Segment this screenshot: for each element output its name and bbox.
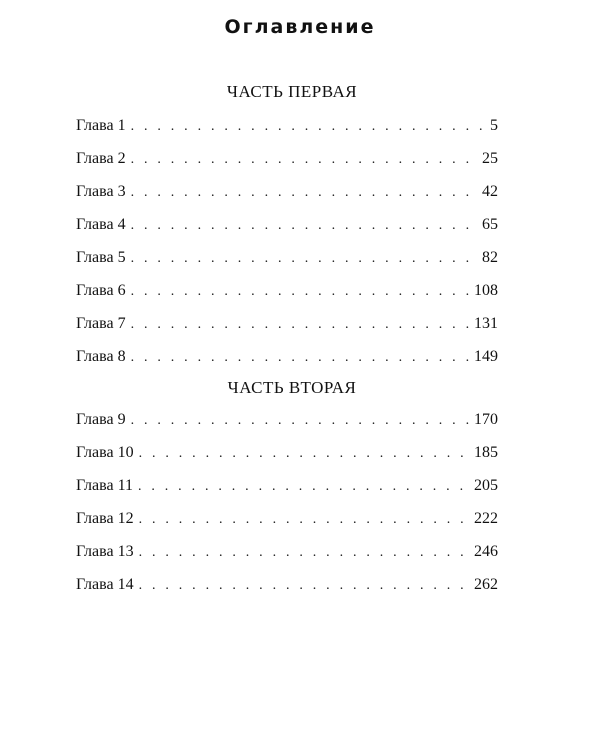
- page-number: 5: [490, 117, 498, 134]
- page-number: 42: [482, 183, 498, 200]
- dot-leader: [131, 410, 470, 432]
- chapter-label: Глава 10: [76, 444, 134, 461]
- page-number: 185: [474, 444, 498, 461]
- dot-leader: [131, 182, 478, 204]
- dot-leader: [139, 575, 470, 597]
- chapter-label: Глава 7: [76, 315, 126, 332]
- chapter-label: Глава 2: [76, 150, 126, 167]
- dot-leader: [131, 116, 486, 138]
- page-number: 246: [474, 543, 498, 560]
- page-number: 25: [482, 150, 498, 167]
- toc-entry: [76, 214, 498, 247]
- chapter-label: Глава 3: [76, 183, 126, 200]
- chapter-label: Глава 9: [76, 411, 126, 428]
- chapter-label: Глава 6: [76, 282, 126, 299]
- page-number: 205: [474, 477, 498, 494]
- page-number: 149: [474, 348, 498, 365]
- toc-entry: [76, 115, 498, 148]
- chapter-label: Глава 4: [76, 216, 126, 233]
- dot-leader: [131, 281, 470, 303]
- toc-entry: [76, 181, 498, 214]
- toc-entry: [76, 508, 498, 541]
- part-one-heading: ЧАСТЬ ПЕРВАЯ: [226, 82, 358, 101]
- chapter-label: Глава 14: [76, 576, 134, 593]
- dot-leader: [139, 542, 470, 564]
- dot-leader: [131, 347, 470, 369]
- chapter-label: Глава 1: [76, 117, 126, 134]
- page-number: 108: [474, 282, 498, 299]
- toc-entry: [76, 574, 498, 607]
- toc-entry: [76, 280, 498, 313]
- dot-leader: [131, 248, 478, 270]
- dot-leader: [131, 149, 478, 171]
- dot-leader: [139, 509, 470, 531]
- part-one-chapter-list: [76, 115, 498, 379]
- page-number: 131: [474, 315, 498, 332]
- dot-leader: [131, 314, 470, 336]
- page-number: 222: [474, 510, 498, 527]
- dot-leader: [139, 443, 470, 465]
- chapter-label: Глава 8: [76, 348, 126, 365]
- toc-entry: [76, 313, 498, 346]
- toc-entry: [76, 409, 498, 442]
- page-title: Оглавление: [224, 16, 376, 38]
- dot-leader: [131, 215, 478, 237]
- toc-entry: [76, 247, 498, 280]
- part-two-chapter-list: [76, 409, 498, 607]
- toc-entry: [76, 442, 498, 475]
- chapter-label: Глава 5: [76, 249, 126, 266]
- page-number: 65: [482, 216, 498, 233]
- chapter-label: Глава 11: [76, 477, 133, 494]
- page-number: 82: [482, 249, 498, 266]
- toc-entry: [76, 346, 498, 379]
- chapter-label: Глава 12: [76, 510, 134, 527]
- dot-leader: [138, 476, 470, 498]
- toc-entry: [76, 148, 498, 181]
- part-two-heading: ЧАСТЬ ВТОРАЯ: [227, 378, 357, 397]
- toc-entry: [76, 475, 498, 508]
- toc-entry: [76, 541, 498, 574]
- page-number: 170: [474, 411, 498, 428]
- chapter-label: Глава 13: [76, 543, 134, 560]
- page-number: 262: [474, 576, 498, 593]
